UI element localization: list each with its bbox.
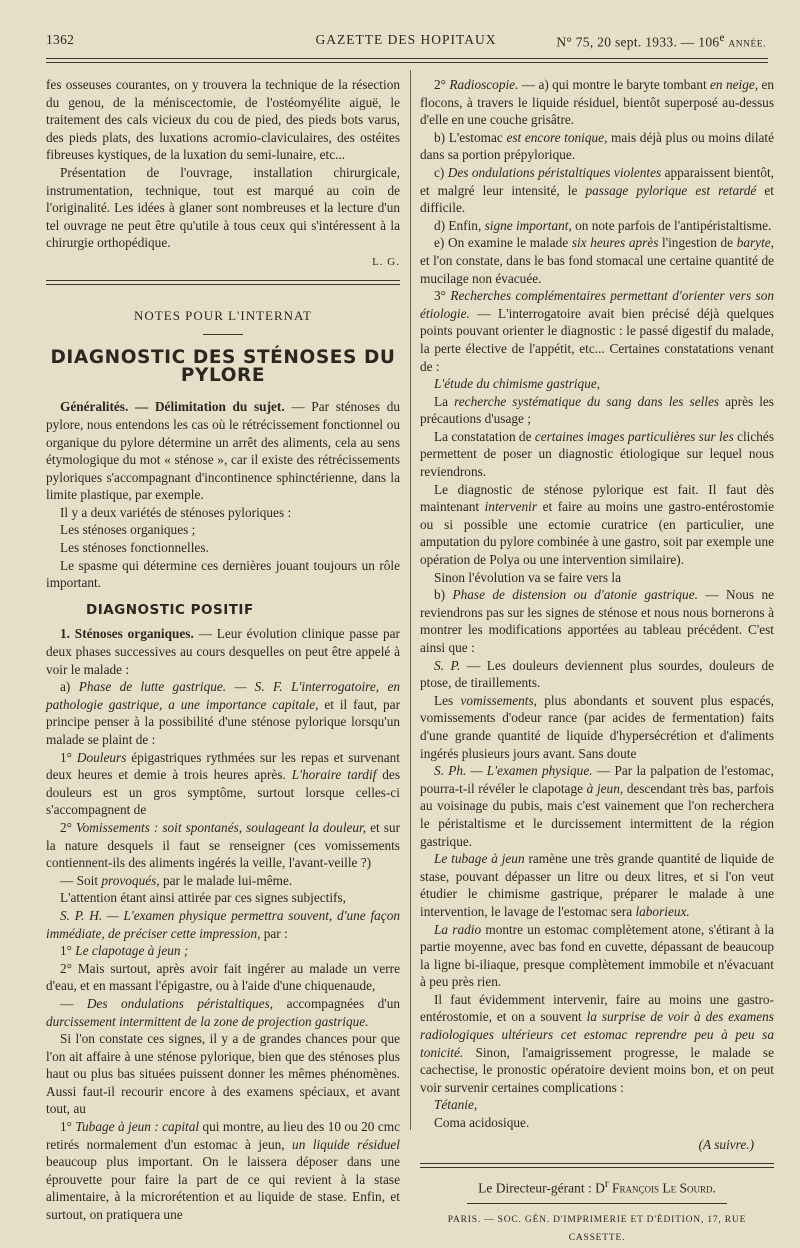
text-run: e) On examine le malade: [434, 235, 572, 251]
paragraph: [420, 762, 774, 850]
italic-run: S. P.: [434, 657, 461, 673]
paragraph: [420, 657, 774, 692]
page-number: 1362: [46, 32, 75, 47]
bold-run: 1. Sténoses organiques.: [60, 626, 194, 642]
text-run: — Soit: [60, 872, 102, 888]
paragraph: [420, 287, 774, 375]
text-run: Les: [434, 692, 461, 708]
paragraph: [46, 907, 400, 942]
text-run: Le diagnostic de sténose pylorique est fait. Il faut dès maintenant: [420, 481, 774, 515]
text-run: et faire au moins une gastro-entérostomie ou si possible une ectomie curatrice (en particulier, une amputation du pylore combinée à une gastro, soit par exemple une opération de Polya ou une intervention similaire).: [420, 499, 774, 568]
italic-run: vomissements,: [460, 692, 537, 708]
text-run: accompagnées d'un: [273, 995, 400, 1011]
text-run: — Par la palpation de l'estomac, pourra-t-il révéler le clapotage: [420, 763, 774, 796]
text-run: et l'on constate, dans le bas fond stomacal une certaine quantité de mucilage non évacuée.: [420, 252, 774, 286]
list-item: Les sténoses organiques ;: [60, 522, 196, 538]
paragraph: [420, 991, 774, 1097]
text-run: par :: [260, 925, 288, 941]
italic-run: Phase de lutte gastrique. — S. F. L'interrogatoire, en pathologie gastrique, a une importance capitale,: [46, 679, 400, 712]
list-item: Tétanie,: [434, 1097, 478, 1113]
paragraph: Le spasme qui détermine ces dernières jouant toujours un rôle important.: [46, 557, 400, 591]
text-run: on note parfois de l'antipéristaltisme.: [571, 217, 772, 233]
text-run: 2°: [60, 819, 76, 835]
text-run: par le malade lui-même.: [159, 872, 293, 888]
italic-run: Phase de distension ou d'atonie gastrique.: [452, 587, 698, 603]
text-run: l'ingestion de: [658, 235, 737, 251]
page-header: [46, 32, 766, 52]
paragraph: [46, 678, 400, 748]
issue-main: N° 75, 20 sept. 1933. — 106: [556, 34, 720, 50]
italic-run: six heures après: [571, 235, 659, 251]
director-rule: [467, 1203, 727, 1204]
text-run: c): [434, 164, 448, 180]
paragraph: Il y a deux variétés de sténoses pyloriques :: [60, 504, 292, 520]
text-run: 3°: [434, 288, 451, 304]
italic-run: Recherches complémentaires permettant d'orienter vers son étiologie.: [420, 288, 774, 321]
paragraph: [420, 129, 774, 164]
text-run: et difficile.: [420, 182, 774, 216]
text-run: en flocons, à travers le liquide résiduel, bientôt superposé au-dessus d'elle en une couche grisâtre.: [420, 77, 774, 128]
to-be-continued: (A suivre.): [698, 1136, 754, 1152]
paragraph: L'étude du chimisme gastrique,: [434, 376, 601, 392]
paragraph: [46, 398, 400, 504]
italic-run: en neige,: [710, 77, 759, 92]
column-divider: [410, 70, 411, 1130]
article-title: DIAGNOSTIC DES STÉNOSES DU PYLORE: [50, 347, 396, 386]
director-name: François Le Sourd.: [608, 1180, 716, 1196]
italic-run: Le tubage à jeun: [434, 851, 525, 867]
italic-run: recherche systématique du sang dans les selles: [454, 393, 720, 409]
paragraph: 2° Mais surtout, après avoir fait ingérer au malade un verre d'eau, et en massant l'épigastre, ou à l'aide d'une chiquenaude,: [46, 960, 400, 994]
paragraph: [420, 428, 774, 481]
italic-run: provoqués,: [101, 872, 160, 888]
paragraph: [46, 625, 400, 678]
issue-annee: ANNÉE.: [728, 39, 766, 50]
text-run: clichés permettent de poser un diagnostic étiologique sur lequel nous reviendrons.: [420, 428, 774, 480]
text-run: mais déjà plus ou moins dilaté dans sa portion prépylorique.: [420, 129, 775, 163]
italic-run: baryte,: [736, 235, 774, 251]
text-run: — Nous ne reviendrons pas sur les signes de sténose et nous nous bornerons à montrer les modifications apportées au tableau précédent. C'est ainsi que :: [420, 587, 774, 655]
bold-run: Généralités. — Délimitation du sujet.: [60, 399, 285, 415]
text-run: La constatation de: [434, 428, 535, 444]
text-run: qui montre, au lieu des 10 ou 20 cmc retirés normalement d'un estomac à jeun,: [46, 1119, 400, 1152]
text-run: beaucoup plus important. On le laissera déposer dans une éprouvette pour faire la part de ce qui revient à la stase alimentaire, à la microrétention et au liquide de stase. Enfin, et surtout, on pratiquera une: [46, 1154, 400, 1223]
italic-run: passage pylorique est retardé: [585, 182, 757, 198]
text-run: d) Enfin,: [434, 217, 485, 233]
director-sup: r: [604, 1178, 609, 1191]
paragraph: [420, 217, 774, 235]
text-run: b): [434, 587, 453, 603]
paragraph: [420, 76, 774, 129]
text-run: et sur la nature desquels il faut se renseigner (ces vomissements contiennent-ils des aliments ingérés la veille, l'avant-veille ?): [46, 819, 400, 871]
paragraph: Sinon l'évolution va se faire vers la: [434, 569, 622, 585]
italic-run: L'horaire tardif: [291, 767, 377, 783]
italic-run: S. P. H. — L'examen physique permettra souvent, d'une façon immédiate, de préciser cette impression,: [46, 907, 400, 941]
italic-run: laborieux.: [635, 903, 690, 919]
paragraph: [420, 586, 774, 656]
short-rule: [203, 334, 243, 335]
text-run: après les précautions d'usage ;: [420, 393, 774, 427]
header-rule-thin: [46, 62, 768, 63]
text-run: plus abondants et souvent plus espacés, vomissements d'odeur rance (par acides de fermentation) faits d'une grande quantité de liquide d'hypersécrétion et d'aliments ingérés plusieurs jours avant. Sans doute: [420, 692, 774, 761]
text-run: 1°: [60, 1119, 76, 1135]
paragraph: [420, 164, 774, 217]
italic-run: signe important,: [484, 217, 572, 233]
paragraph: [46, 819, 400, 872]
list-item: Les sténoses fonctionnelles.: [60, 540, 209, 556]
text-run: montre un estomac complètement atone, s'étirant à la partie moyenne, avec bas fond en cuvette, dépassant de beaucoup la ligne bi-iliaque, presque complètement immobile et n'évacuant à peu près rien.: [420, 921, 775, 990]
text-run: épigastriques rythmées sur les repas et survenant deux heures et demie à trois heures après.: [46, 749, 400, 783]
text-run: descendant très bas, parfois au voisinage du pubis, mais c'est vainement que l'on recherchera le péristaltisme et le durcissement intermittent de la région gastrique.: [420, 780, 774, 849]
text-run: ramène une très grande quantité de liquide de stase, pouvant dépasser un litre ou deux litres, et si l'on veut étudier le chimisme gastrique, préparer le malade à une intervention, le lavage de l'estomac sera: [420, 851, 774, 919]
text-run: Il faut évidemment intervenir, faire au moins une gastro-entérostomie, et on a souvent: [420, 991, 774, 1025]
section-heading: NOTES POUR L'INTERNAT: [134, 307, 312, 323]
text-run: apparaissent bientôt, et malgré leur intensité, le: [420, 164, 774, 198]
paragraph: [420, 692, 774, 762]
subsection-heading: DIAGNOSTIC POSITIF: [86, 601, 254, 618]
italic-run: Des ondulations péristaltiques,: [86, 995, 274, 1011]
director-line: [420, 1176, 774, 1197]
text-run: 1°: [60, 943, 76, 959]
paragraph: [420, 921, 774, 991]
director-prefix: Le Directeur-gérant : D: [478, 1180, 605, 1196]
text-run: b) L'estomac: [434, 129, 507, 145]
italic-run: Douleurs: [76, 749, 127, 765]
paragraph: [420, 481, 774, 569]
paragraph: [420, 850, 774, 920]
paragraph: Si l'on constate ces signes, il y a de grandes chances pour que l'on ait affaire à une sténose pylorique, bien que des sténoses plus haut ou plus bas situées puissent donner les mêmes phénomènes. Aussi faut-il recourir encore à des examens spéciaux, et avant tout, au: [46, 1031, 400, 1117]
right-column: [420, 76, 774, 1248]
italic-run: Vomissements : soit spontanés, soulageant la douleur,: [76, 819, 367, 835]
text-run: 2°: [434, 77, 450, 92]
italic-run: est encore tonique,: [506, 129, 608, 145]
paragraph: [46, 942, 400, 960]
italic-run: Des ondulations péristaltiques violentes: [447, 164, 662, 180]
text-run: — Les douleurs deviennent plus sourdes, douleurs de ptose, de tiraillements.: [420, 657, 774, 691]
list-item: Coma acidosique.: [434, 1115, 530, 1131]
left-column: [46, 76, 400, 1224]
text-run: —: [60, 995, 87, 1011]
text-run: La: [434, 393, 455, 409]
italic-run: S. Ph. — L'examen physique.: [434, 763, 593, 779]
italic-run: intervenir: [484, 499, 538, 515]
printer-line: PARIS. — SOC. GÉN. D'IMPRIMERIE ET D'ÉDITION, 17, RUE CASSETTE.: [447, 1215, 747, 1243]
italic-run: Tubage à jeun : capital: [75, 1119, 200, 1135]
text-run: — L'interrogatoire avait bien précisé déjà quelques points pouvant orienter le diagnostic : le passé digestif du malade, la perte élective de l'appétit, etc... Certaines constatations venant de :: [420, 305, 774, 374]
issue-sup: e: [719, 32, 725, 44]
paragraph: [420, 234, 774, 287]
text-run: des douleurs est un gros symptôme, surtout lorsque celles-ci s'accompagnent de: [46, 767, 400, 818]
paragraph: L'attention étant ainsi attirée par ces signes subjectifs,: [60, 890, 346, 906]
paragraph: [420, 393, 774, 428]
text-run: — Par sténoses du pylore, nous entendons les cas où le rétrécissement fonctionnel ou organique du pylore détermine un arrêt des aliments, cela au sens étymologique du mot « sténose », car il existe des rétrécissements pyloriques s'accompagnant d'incontinence sphinctérienne, dans la limite plastique, par exemple.: [46, 399, 400, 503]
italic-run: durcissement intermittent de la zone de projection gastrique.: [46, 1013, 369, 1029]
text-run: et il faut, par principe penser à la possibilité d'une sténose pylorique lorsqu'un malade se plaint de :: [46, 696, 400, 747]
italic-run: à jeun,: [586, 780, 624, 796]
end-rule: [420, 1163, 774, 1168]
italic-run: La radio: [434, 921, 482, 937]
italic-run: Le clapotage à jeun ;: [75, 943, 189, 959]
review-paragraph: fes osseuses courantes, on y trouvera la technique de la résection du genou, de la méniscectomie, de l'ostéomyélite aiguë, le traitement des cals vicieux du cou de pied, des pieds bots varus, des pieds plats, des luxations acromio-claviculaires, des ostéites fibreuses kystiques, de la luxation du semi-lunaire, etc...: [46, 77, 400, 163]
journal-title: GAZETTE DES HOPITAUX: [315, 32, 497, 47]
paragraph: [46, 1118, 400, 1224]
paragraph: [46, 749, 400, 819]
text-run: Sinon, l'amaigrissement progresse, le malade se cachectise, le pronostic opératoire devient moins bon, et on peut voir survenir certaines complications :: [420, 1044, 774, 1095]
italic-run: un liquide résiduel: [292, 1136, 400, 1152]
issue-info: [556, 32, 766, 51]
text-run: a): [60, 679, 79, 695]
text-run: — Leur évolution clinique passe par deux phases successives au cours desquelles on peut être appelé à voir le malade :: [46, 626, 400, 677]
italic-run: certaines images particulières sur les: [534, 428, 734, 444]
paragraph: [46, 872, 400, 890]
italic-run: la surprise de voir à des examens radiologiques ultérieurs cet estomac reprendre peu à peu sa tonicité.: [420, 1009, 774, 1060]
review-signature: L. G.: [372, 255, 400, 268]
italic-run: Radioscopie.: [449, 77, 519, 92]
header-rule: [46, 58, 768, 59]
section-rule: [46, 280, 400, 285]
text-run: — a) qui montre le baryte tombant: [518, 77, 711, 92]
review-paragraph: Présentation de l'ouvrage, installation chirurgicale, instrumentation, technique, tout est marqué au coin de l'originalité. Les idées à glaner sont nombreuses et la lecture d'un tel ouvrage ne peut être qu'utile à tous ceux qui s'intéressent à la chirurgie orthopédique.: [46, 164, 400, 251]
paragraph: [46, 995, 400, 1030]
text-run: 1°: [60, 749, 77, 765]
